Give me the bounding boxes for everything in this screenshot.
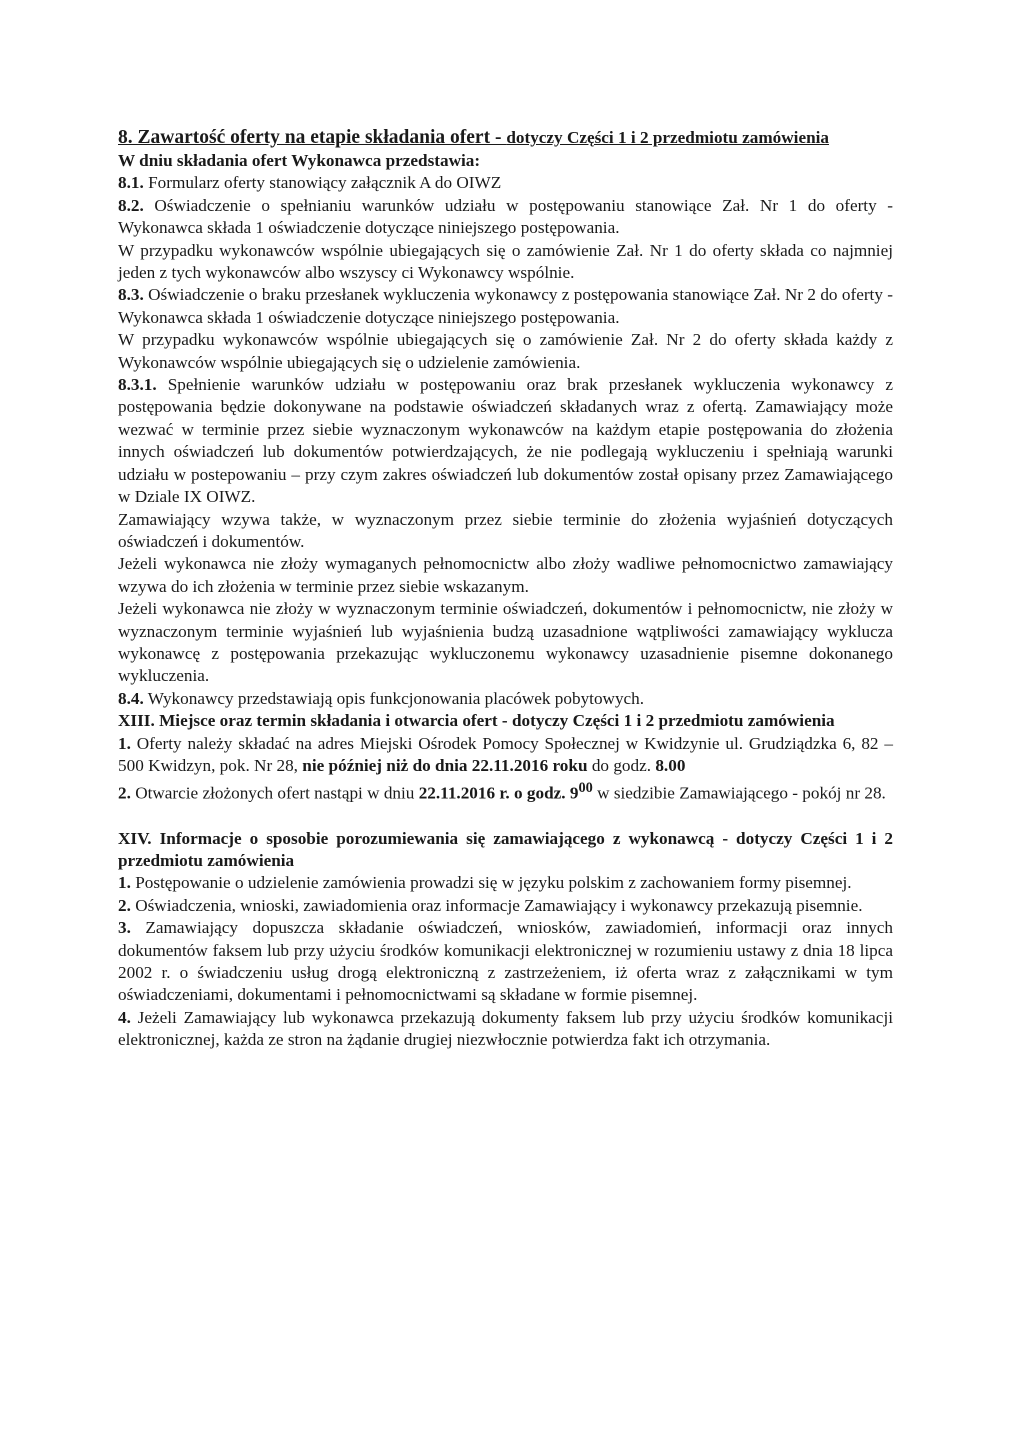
section-13-item-2	[118, 777, 893, 805]
item-8-2-joint-bidders: W przypadku wykonawców wspólnie ubiegających się o zamówienie Zał. Nr 1 do oferty składa co najmniej jeden z tych wykonawców albo wszyscy ci Wykonawcy wspólnie.	[118, 240, 893, 283]
section-13-item-2-text-2: w siedzibie Zamawiającego - pokój nr 28.	[592, 784, 886, 804]
section-14-item-3	[118, 917, 893, 1007]
section-14-item-1	[118, 872, 893, 894]
section-13-deadline: nie później niż do dnia 22.11.2016 roku	[302, 755, 588, 775]
item-8-4	[118, 688, 893, 710]
section-13-item-1-text: Oferty należy składać na adres Miejski Ośrodek Pomocy Społecznej w Kwidzynie ul. Grudziądzka 6, 82 – 500 Kwidzyn, pok. Nr 28,	[118, 733, 893, 775]
item-8-2	[118, 195, 893, 240]
section-13-item-1	[118, 733, 893, 778]
section-13-item-2-text: Otwarcie złożonych ofert nastąpi w dniu	[130, 784, 419, 804]
section-14-item-3-number: 3.	[118, 918, 131, 938]
item-8-1	[118, 172, 893, 194]
section-14-item-3-text: Zamawiający dopuszcza składanie oświadczeń, wniosków, zawiadomień, informacji oraz innych dokumentów faksem lub przy użyciu środków komunikacji elektronicznej w rozumieniu ustawy z dnia 18 lipca 2002 r. o świadczeniu usług drogą elektroniczną z zastrzeżeniem, iż oferta wraz z załącznikami w tym oświadczeniami, dokumentami i pełnomocnictwami są składane w formie pisemnej.	[118, 918, 893, 1005]
paragraph-powers-of-attorney: Jeżeli wykonawca nie złoży wymaganych pełnomocnictw albo złoży wadliwe pełnomocnictwo zamawiający wzywa do ich złożenia w terminie przez siebie wskazanym.	[118, 554, 893, 596]
section-14-item-1-number: 1.	[118, 873, 131, 893]
item-8-1-text: Formularz oferty stanowiący załącznik A do OIWZ	[143, 173, 502, 193]
item-8-4-text: Wykonawcy przedstawiają opis funkcjonowania placówek pobytowych.	[143, 688, 645, 708]
section-13-opening-minutes: 00	[578, 780, 593, 797]
item-8-3	[118, 284, 893, 329]
section-14-item-1-text: Postępowanie o udzielenie zamówienia prowadzi się w języku polskim z zachowaniem formy pisemnej.	[130, 873, 852, 893]
section-spacer	[118, 806, 893, 828]
section-13-opening-date: 22.11.2016 r. o godz. 9	[418, 784, 579, 804]
section-14-item-4-text: Jeżeli Zamawiający lub wykonawca przekazują dokumenty faksem lub przy użyciu środków komunikacji elektronicznej, każda ze stron na żądanie drugiej niezwłocznie potwierdza fakt ich otrzymania.	[118, 1007, 893, 1050]
section-13-deadline-time: 8.00	[655, 755, 686, 775]
section-13-item-2-number: 2.	[118, 784, 131, 804]
item-8-2-text: Oświadczenie o spełnianiu warunków udziału w postępowaniu stanowiące Zał. Nr 1 do oferty - Wykonawca składa 1 oświadczenie dotyczące niniejszego postępowania.	[118, 195, 893, 238]
paragraph-exclusion: Jeżeli wykonawca nie złoży w wyznaczonym terminie oświadczeń, dokumentów i pełnomocnictw, nie złoży w wyznaczonym terminie wyjaśnień lub wyjaśnienia budzą uzasadnione wątpliwości zamawiający wyklucza wykonawcę z postępowania przekazując wykluczonemu wykonawcy uzasadnienie pisemne dokonanego wykluczenia.	[118, 599, 893, 686]
section-8-heading	[118, 126, 893, 150]
section-14-item-2	[118, 895, 893, 917]
item-8-3-1-number: 8.3.1.	[118, 375, 157, 395]
paragraph-explanations: Zamawiający wzywa także, w wyznaczonym przez siebie terminie do złożenia wyjaśnień dotyczących oświadczeń i dokumentów.	[118, 509, 893, 551]
item-8-3-joint-bidders: W przypadku wykonawców wspólnie ubiegających się o zamówienie Zał. Nr 2 do oferty składa każdy z Wykonawców wspólnie ubiegających się o udzielenie zamówienia.	[118, 330, 893, 372]
item-8-3-number: 8.3.	[118, 285, 144, 305]
section-13-heading: XIII. Miejsce oraz termin składania i otwarcia ofert - dotyczy Części 1 i 2 przedmiotu zamówienia	[118, 711, 835, 731]
section-14-item-2-number: 2.	[118, 895, 131, 915]
section-14-heading: XIV. Informacje o sposobie porozumiewania się zamawiającego z wykonawcą - dotyczy Części 1 i 2 przedmiotu zamówienia	[118, 828, 893, 870]
section-13-item-1-number: 1.	[118, 733, 131, 753]
section-13-item-1-text-2: do godz.	[587, 755, 656, 775]
section-8-title-scope: dotyczy Części 1 i 2 przedmiotu zamówienia	[506, 128, 830, 147]
section-8-title-main: 8. Zawartość oferty na etapie składania ofert -	[118, 127, 507, 148]
item-8-4-number: 8.4.	[118, 688, 144, 708]
item-8-3-1-text: Spełnienie warunków udziału w postępowaniu oraz brak przesłanek wykluczenia wykonawcy z postępowania będzie dokonywane na podstawie oświadczeń składanych wraz z ofertą. Zamawiający może wezwać w terminie przez siebie wyznaczonym wykonawców na każdym etapie postępowania do złożenia innych oświadczeń lub dokumentów potwierdzających, że nie podlegają wykluczeniu i spełniają warunki udziału w postepowaniu – przy czym zakres oświadczeń lub dokumentów został opisany przez Zamawiającego w Dziale IX OIWZ.	[118, 375, 893, 507]
item-8-3-1	[118, 374, 893, 508]
section-8-intro: W dniu składania ofert Wykonawca przedstawia:	[118, 151, 481, 170]
item-8-1-number: 8.1.	[118, 173, 144, 193]
section-14-item-4	[118, 1007, 893, 1052]
document-body	[118, 126, 893, 1052]
item-8-2-number: 8.2.	[118, 195, 144, 215]
section-14-item-2-text: Oświadczenia, wnioski, zawiadomienia oraz informacje Zamawiający i wykonawcy przekazują pisemnie.	[130, 895, 863, 915]
item-8-3-text: Oświadczenie o braku przesłanek wykluczenia wykonawcy z postępowania stanowiące Zał. Nr 2 do oferty - Wykonawca składa 1 oświadczenie dotyczące niniejszego postępowania.	[118, 285, 893, 327]
section-14-item-4-number: 4.	[118, 1007, 131, 1027]
